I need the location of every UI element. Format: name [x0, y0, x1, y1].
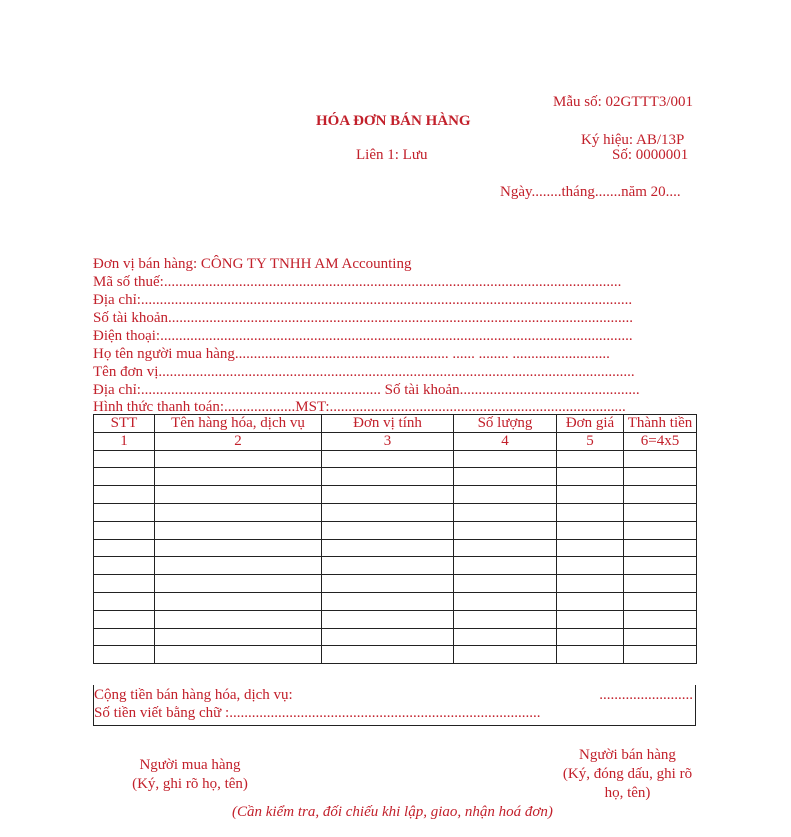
table-cell — [557, 521, 624, 539]
copy-label: Liên 1: Lưu — [356, 147, 428, 163]
seller-note: (Ký, đóng dấu, ghi rõ — [562, 766, 693, 782]
address-line: Địa chỉ:................................................................................................................................... — [93, 292, 633, 308]
table-cell — [624, 628, 697, 646]
table-cell — [322, 539, 454, 557]
table-index-row — [94, 432, 697, 450]
table-cell — [94, 486, 155, 504]
table-cell — [322, 468, 454, 486]
table-row — [94, 486, 697, 504]
table-row — [94, 628, 697, 646]
table-cell — [454, 557, 557, 575]
table-header-row — [94, 415, 697, 433]
table-cell — [557, 575, 624, 593]
table-cell — [155, 521, 322, 539]
table-cell — [454, 592, 557, 610]
table-cell — [94, 592, 155, 610]
table-cell — [155, 539, 322, 557]
table-cell — [155, 610, 322, 628]
table-cell — [624, 450, 697, 468]
invoice-symbol: Ký hiệu: AB/13P — [581, 132, 685, 148]
table-cell — [155, 486, 322, 504]
payment-method-line: Hình thức thanh toán:...................MST:............................................................................... — [93, 399, 626, 415]
table-row — [94, 503, 697, 521]
table-cell — [557, 646, 624, 664]
table-row — [94, 575, 697, 593]
table-cell — [94, 503, 155, 521]
col-header-price: Đơn giá — [557, 415, 624, 433]
table-cell — [322, 486, 454, 504]
table-cell — [557, 557, 624, 575]
table-cell — [94, 539, 155, 557]
footer-note: (Cần kiểm tra, đối chiếu khi lập, giao, nhận hoá đơn) — [232, 804, 553, 820]
table-cell — [322, 575, 454, 593]
col-header-stt: STT — [94, 415, 155, 433]
table-cell — [94, 646, 155, 664]
table-cell — [557, 503, 624, 521]
index-cell: 5 — [557, 432, 624, 450]
table-cell — [454, 486, 557, 504]
table-row — [94, 468, 697, 486]
table-row — [94, 557, 697, 575]
subtotal-label: Cộng tiền bán hàng hóa, dịch vụ: — [94, 687, 293, 703]
col-header-amount: Thành tiền — [624, 415, 697, 433]
buyer-note: (Ký, ghi rõ họ, tên) — [132, 776, 248, 792]
invoice-title: HÓA ĐƠN BÁN HÀNG — [316, 113, 471, 129]
form-number: Mẫu số: 02GTTT3/001 — [553, 94, 693, 110]
date-line: Ngày........tháng.......năm 20.... — [500, 184, 681, 200]
table-cell — [454, 646, 557, 664]
table-cell — [155, 592, 322, 610]
table-cell — [155, 468, 322, 486]
table-cell — [624, 575, 697, 593]
invoice-number: Số: 0000001 — [612, 147, 689, 163]
seller-title: Người bán hàng — [579, 747, 676, 763]
table-cell — [454, 503, 557, 521]
table-cell — [557, 486, 624, 504]
table-cell — [454, 610, 557, 628]
table-cell — [454, 450, 557, 468]
table-cell — [155, 646, 322, 664]
table-cell — [624, 468, 697, 486]
buyer-name-line: Họ tên người mua hàng......................................................... ...... ........ .......................... — [93, 346, 610, 362]
table-cell — [322, 521, 454, 539]
index-cell: 1 — [94, 432, 155, 450]
table-cell — [155, 503, 322, 521]
col-header-unit: Đơn vị tính — [322, 415, 454, 433]
table-cell — [624, 557, 697, 575]
table-cell — [557, 610, 624, 628]
table-cell — [557, 468, 624, 486]
index-cell: 6=4x5 — [624, 432, 697, 450]
seller-line: Đơn vị bán hàng: CÔNG TY TNHH AM Accounting — [93, 256, 412, 272]
table-row — [94, 646, 697, 664]
table-cell — [94, 521, 155, 539]
index-cell: 2 — [155, 432, 322, 450]
table-cell — [155, 575, 322, 593]
table-cell — [94, 468, 155, 486]
index-cell: 4 — [454, 432, 557, 450]
table-cell — [557, 450, 624, 468]
table-cell — [155, 450, 322, 468]
table-cell — [557, 628, 624, 646]
table-cell — [94, 450, 155, 468]
table-cell — [624, 646, 697, 664]
table-cell — [155, 628, 322, 646]
table-cell — [322, 592, 454, 610]
phone-line: Điện thoại:.............................................................................................................................. — [93, 328, 633, 344]
table-row — [94, 592, 697, 610]
table-cell — [322, 628, 454, 646]
table-cell — [94, 557, 155, 575]
table-cell — [454, 521, 557, 539]
table-cell — [454, 628, 557, 646]
table-cell — [557, 592, 624, 610]
table-row — [94, 610, 697, 628]
table-cell — [322, 503, 454, 521]
table-row — [94, 539, 697, 557]
amount-in-words: Số tiền viết bằng chữ :................................................................................... — [94, 705, 541, 721]
account-line: Số tài khoản............................................................................................................................ — [93, 310, 633, 326]
buyer-address-line: Địa chỉ:................................................................ Số tài khoản................................................ — [93, 382, 640, 398]
tax-code-line: Mã số thuế:.......................................................................................................................... — [93, 274, 622, 290]
items-table — [93, 414, 697, 664]
table-cell — [454, 575, 557, 593]
index-cell: 3 — [322, 432, 454, 450]
table-cell — [624, 592, 697, 610]
table-row — [94, 521, 697, 539]
buyer-signature — [120, 756, 260, 794]
totals-box — [93, 685, 696, 726]
subtotal-value: ......................... — [599, 687, 693, 703]
table-cell — [322, 646, 454, 664]
buyer-title: Người mua hàng — [139, 757, 241, 773]
table-cell — [557, 539, 624, 557]
table-row — [94, 450, 697, 468]
table-cell — [624, 503, 697, 521]
table-cell — [624, 610, 697, 628]
table-cell — [454, 468, 557, 486]
col-header-name: Tên hàng hóa, dịch vụ — [155, 415, 322, 433]
col-header-quantity: Số lượng — [454, 415, 557, 433]
table-cell — [322, 557, 454, 575]
table-cell — [454, 539, 557, 557]
table-cell — [322, 610, 454, 628]
table-cell — [155, 557, 322, 575]
seller-signature — [550, 746, 705, 803]
table-cell — [624, 486, 697, 504]
table-cell — [624, 521, 697, 539]
table-cell — [624, 539, 697, 557]
table-cell — [94, 628, 155, 646]
table-cell — [94, 610, 155, 628]
table-cell — [94, 575, 155, 593]
seller-note-cont: họ, tên) — [604, 785, 651, 801]
unit-name-line: Tên đơn vị............................................................................................................................... — [93, 364, 635, 380]
table-cell — [322, 450, 454, 468]
